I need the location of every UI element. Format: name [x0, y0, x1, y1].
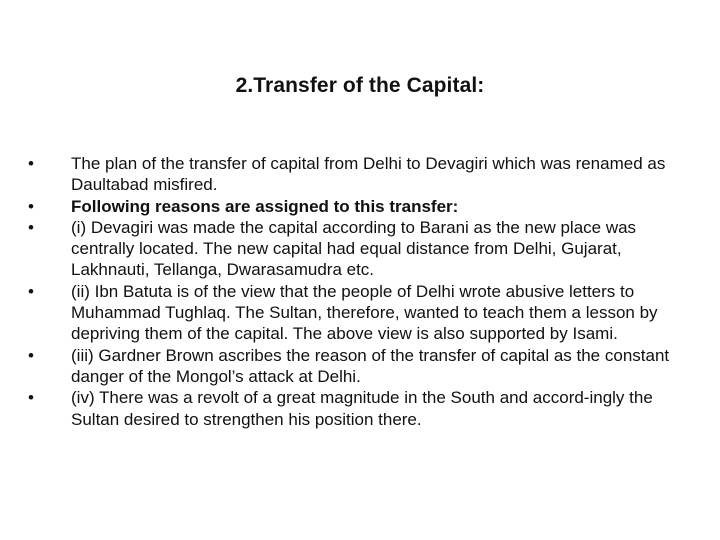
- bullet-text: Following reasons are assigned to this transfer:: [71, 196, 459, 216]
- bullet-item: [28, 196, 680, 217]
- bullet-item: [28, 281, 680, 345]
- bullet-icon: •: [28, 345, 34, 365]
- bullet-icon: •: [28, 217, 34, 237]
- bullet-icon: •: [28, 196, 34, 216]
- bullet-item: [28, 345, 680, 388]
- slide-title-text: 2.Transfer of the Capital:: [235, 74, 485, 97]
- bullet-text: (ii) Ibn Batuta is of the view that the people of Delhi wrote abusive letters to Muhammad Tughlaq. The Sultan, therefore, wanted to teach them a lesson by depriving them of the capital. The above view is also supported by Isami.: [71, 281, 658, 344]
- bullet-text: (i) Devagiri was made the capital according to Barani as the new place was centrally located. The new capital had equal distance from Delhi, Gujarat, Lakhnauti, Tellanga, Dwarasamudra etc.: [71, 217, 637, 280]
- bullet-text: The plan of the transfer of capital from Delhi to Devagiri which was renamed as Daultabad misfired.: [71, 154, 666, 195]
- slide-title: [0, 74, 720, 98]
- bullet-text: (iii) Gardner Brown ascribes the reason of the transfer of capital as the constant danger of the Mongol’s attack at Delhi.: [71, 345, 670, 386]
- bullet-item: [28, 217, 680, 281]
- bullet-item: [28, 387, 680, 430]
- bullet-list: [28, 153, 680, 430]
- bullet-item: [28, 153, 680, 196]
- bullet-icon: •: [28, 154, 34, 173]
- bullet-icon: •: [28, 388, 34, 408]
- bullet-icon: •: [28, 281, 34, 301]
- bullet-text: (iv) There was a revolt of a great magnitude in the South and accord-ingly the Sultan desired to strengthen his position there.: [71, 388, 653, 429]
